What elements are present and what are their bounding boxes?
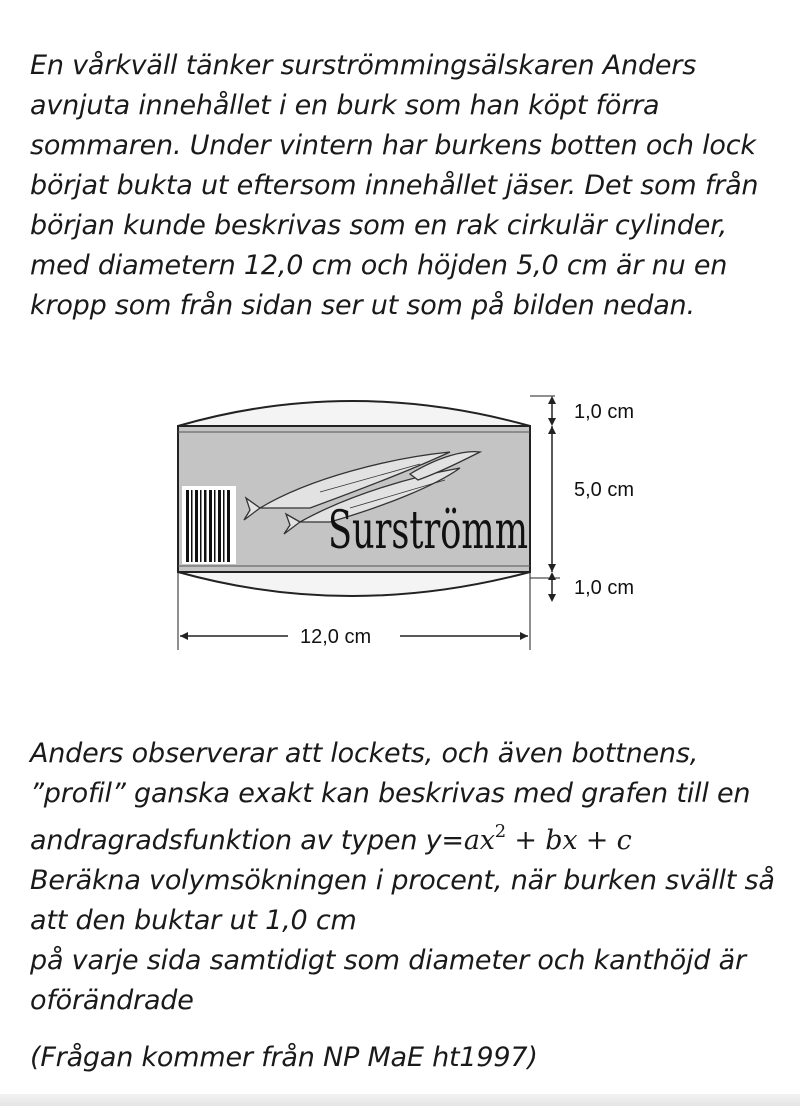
can-diagram — [160, 382, 680, 672]
intro-paragraph — [30, 46, 780, 326]
formula-c: c — [616, 825, 632, 856]
dim-width-label: 12,0 cm — [300, 626, 372, 648]
formula — [463, 821, 632, 856]
formula-plus: + — [577, 825, 617, 856]
intro-line: sommaren. Under vintern har burkens botten och lock — [30, 130, 756, 161]
lid-profile — [178, 401, 530, 426]
question-formula-line — [30, 814, 780, 861]
formula-plus: + — [506, 825, 546, 856]
formula-b: bx — [545, 825, 578, 856]
brand-text: Surströmm — [328, 501, 528, 561]
source-note — [30, 1038, 780, 1078]
intro-line: En vårkväll tänker surströmmingsälskaren Anders — [30, 50, 697, 81]
dim-top-label: 1,0 cm — [574, 401, 635, 423]
question-line: oförändrade — [30, 985, 194, 1016]
dim-middle-label: 5,0 cm — [574, 479, 635, 501]
barcode-icon — [182, 486, 236, 564]
question-line: ”profil” ganska exakt kan beskrivas med grafen till en — [30, 778, 751, 809]
intro-line: börjat bukta ut eftersom innehållet jäser. Det som från — [30, 170, 759, 201]
bottom-profile — [178, 572, 530, 596]
question-line-prefix: andragradsfunktion av typen y= — [30, 825, 464, 856]
bottom-divider — [0, 1094, 800, 1106]
source-text: (Frågan kommer från NP MaE ht1997) — [30, 1042, 538, 1073]
question-line: att den buktar ut 1,0 cm — [30, 905, 357, 936]
intro-line: kropp som från sidan ser ut som på bilden nedan. — [30, 290, 695, 321]
question-line: Beräkna volymsökningen i procent, när burken svällt så — [30, 865, 775, 896]
question-paragraph — [30, 734, 780, 1021]
intro-line: avnjuta innehållet i en burk som han köpt förra — [30, 90, 660, 121]
question-line: Anders observerar att lockets, och även bottnens, — [30, 738, 699, 769]
dim-bottom-label: 1,0 cm — [574, 577, 635, 599]
question-line: på varje sida samtidigt som diameter och kanthöjd är — [30, 945, 746, 976]
intro-line: med diametern 12,0 cm och höjden 5,0 cm är nu en — [30, 250, 728, 281]
intro-line: början kunde beskrivas som en rak cirkulär cylinder, — [30, 210, 727, 241]
formula-exponent: 2 — [494, 821, 507, 842]
formula-a: ax — [463, 825, 495, 856]
